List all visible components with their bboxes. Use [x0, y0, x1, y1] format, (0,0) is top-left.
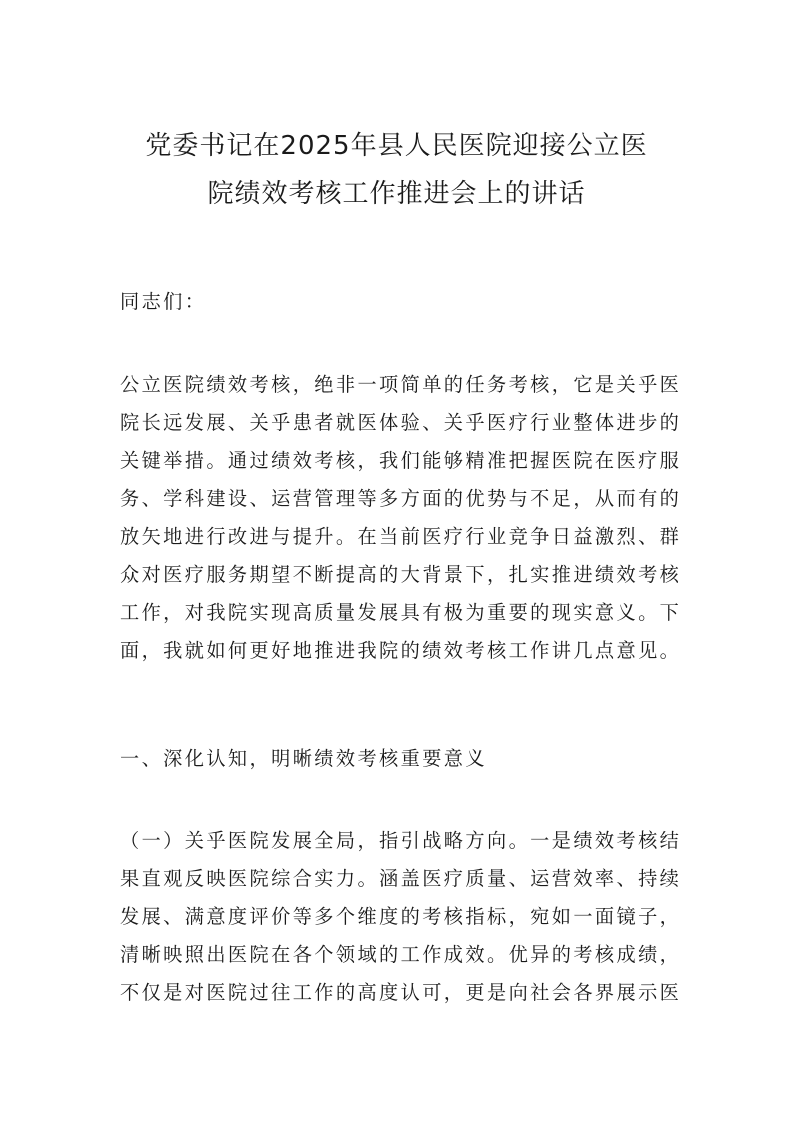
paragraph-intro — [120, 366, 682, 670]
paragraph-line: 众对医疗服务期望不断提高的大背景下，扎实推进绩效考核 — [120, 563, 682, 586]
paragraph-line: 放矢地进行改进与提升。在当前医疗行业竞争日益激烈、群 — [120, 525, 682, 548]
paragraph-line: （一）关乎医院发展全局，指引战略方向。一是绩效考核结 — [120, 829, 682, 852]
section-heading-text: 一、深化认知，明晰绩效考核重要意义 — [120, 747, 487, 770]
paragraph-line: 不仅是对医院过往工作的高度认可，更是向社会各界展示医 — [120, 981, 682, 1004]
paragraph-line: 面，我就如何更好地推进我院的绩效考核工作讲几点意见。 — [120, 639, 682, 662]
paragraph-line: 果直观反映医院综合实力。涵盖医疗质量、运营效率、持续 — [120, 867, 682, 890]
paragraph-line: 工作，对我院实现高质量发展具有极为重要的现实意义。下 — [120, 601, 682, 624]
salutation-text: 同志们： — [120, 290, 207, 313]
paragraph-line: 公立医院绩效考核，绝非一项简单的任务考核，它是关乎医 — [120, 373, 682, 396]
salutation — [120, 283, 676, 321]
paragraph-line: 院长远发展、关乎患者就医体验、关乎医疗行业整体进步的 — [120, 411, 682, 434]
paragraph-section-1-1 — [120, 822, 682, 1012]
paragraph-line: 发展、满意度评价等多个维度的考核指标，宛如一面镜子， — [120, 905, 682, 928]
title-line-1: 党委书记在2025年县人民医院迎接公立医 — [145, 131, 648, 161]
document-title — [100, 122, 693, 218]
paragraph-line: 关键举措。通过绩效考核，我们能够精准把握医院在医疗服 — [120, 449, 682, 472]
title-line-2: 院绩效考核工作推进会上的讲话 — [207, 179, 586, 209]
paragraph-line: 务、学科建设、运营管理等多方面的优势与不足，从而有的 — [120, 487, 682, 510]
paragraph-line: 清晰映照出医院在各个领域的工作成效。优异的考核成绩， — [120, 943, 682, 966]
section-heading-1 — [120, 740, 676, 778]
